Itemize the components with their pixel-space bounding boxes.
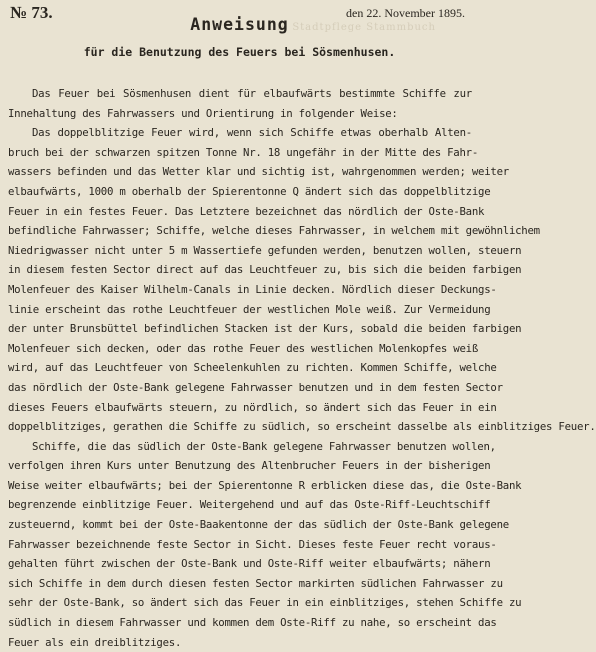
text-line: wird, auf das Leuchtfeuer von Scheelenkuhlen zu richten. Kommen Schiffe, welche — [8, 361, 497, 375]
issue-number: № 73. — [10, 3, 53, 22]
issue-date: den 22. November 1895. — [346, 6, 465, 20]
text-line: in diesem festen Sector direct auf das Leuchtfeuer zu, bis sich die beiden farbigen — [8, 263, 522, 277]
text-line: dieses Feuers elbaufwärts steuern, zu nördlich, so ändert sich das Feuer in ein — [8, 400, 497, 414]
text-line: zusteuernd, kommt bei der Oste-Baakentonne der das südlich der Oste-Bank gelegene — [8, 518, 509, 532]
text-line: Feuer als ein dreiblitziges. — [8, 635, 182, 649]
text-line: Molenfeuer sich decken, oder das rothe Feuer des westlichen Molenkopfes weiß — [8, 341, 479, 355]
text-line: südlich in diesem Fahrwasser und kommen dem Oste-Riff zu nahe, so erscheint das — [8, 616, 497, 630]
text-line: Fahrwasser bezeichnende feste Sector in Sicht. Dieses feste Feuer recht voraus- — [8, 537, 497, 551]
text-line: Innehaltung des Fahrwassers und Orientirung in folgender Weise: — [8, 106, 398, 120]
text-line: Weise weiter elbaufwärts; bei der Spierentonne R erblicken diese das, die Oste-Bank — [8, 478, 522, 492]
text-line: doppelblitziges, gerathen die Schiffe zu südlich, so erscheint dasselbe als einblitziges Feuer. — [8, 420, 596, 434]
text-line: Das Feuer bei Sösmenhusen dient für elbaufwärts bestimmte Schiffe zur — [32, 87, 472, 100]
text-line: elbaufwärts, 1000 m oberhalb der Spierentonne Q ändert sich das doppelblitzige — [8, 184, 491, 198]
text-line: Schiffe, die das südlich der Oste-Bank gelegene Fahrwasser benutzen wollen, — [32, 439, 496, 453]
text-line: befindliche Fahrwasser; Schiffe, welche dieses Fahrwasser, in welchem mit gewöhnlichem — [8, 224, 540, 238]
document-subtitle: für die Benutzung des Feuers bei Sösmenhusen. — [83, 45, 396, 59]
document-title: Anweisung — [190, 15, 289, 34]
bleed-through-text: Die Stadtpflege Stammbuch — [268, 22, 436, 33]
text-line: verfolgen ihren Kurs unter Benutzung des Altenbrucher Feuers in der bisherigen — [8, 459, 491, 473]
body-text — [8, 84, 596, 652]
text-line: das nördlich der Oste-Bank gelegene Fahrwasser benutzen und in dem festen Sector — [8, 380, 503, 394]
text-line: linie erscheint das rothe Leuchtfeuer der westlichen Mole weiß. Zur Vermeidung — [8, 302, 491, 316]
text-line: Niedrigwasser nicht unter 5 m Wassertiefe gefunden werden, benutzen wollen, steuern — [8, 243, 522, 257]
text-line: sich Schiffe in dem durch diesen festen Sector markirten südlichen Fahrwasser zu — [8, 576, 503, 590]
text-line: Das doppelblitzige Feuer wird, wenn sich Schiffe etwas oberhalb Alten- — [32, 126, 472, 140]
text-line: Feuer in ein festes Feuer. Das Letztere bezeichnet das nördlich der Oste-Bank — [8, 204, 485, 218]
text-line: begrenzende einblitzige Feuer. Weitergehend und auf das Oste-Riff-Leuchtschiff — [8, 498, 491, 512]
text-line: Molenfeuer des Kaiser Wilhelm-Canals in Linie decken. Nördlich dieser Deckungs- — [8, 282, 497, 296]
text-line: sehr der Oste-Bank, so ändert sich das Feuer in ein einblitziges, stehen Schiffe zu — [8, 596, 522, 610]
text-line: gehalten führt zwischen der Oste-Bank und Oste-Riff weiter elbaufwärts; nähern — [8, 557, 491, 571]
text-line: bruch bei der schwarzen spitzen Tonne Nr. 18 ungefähr in der Mitte des Fahr- — [8, 145, 479, 159]
text-line: der unter Brunsbüttel befindlichen Stacken ist der Kurs, sobald die beiden farbigen — [8, 322, 522, 336]
text-line: wassers befinden und das Wetter klar und sichtig ist, wahrgenommen werden; weiter — [8, 165, 509, 179]
